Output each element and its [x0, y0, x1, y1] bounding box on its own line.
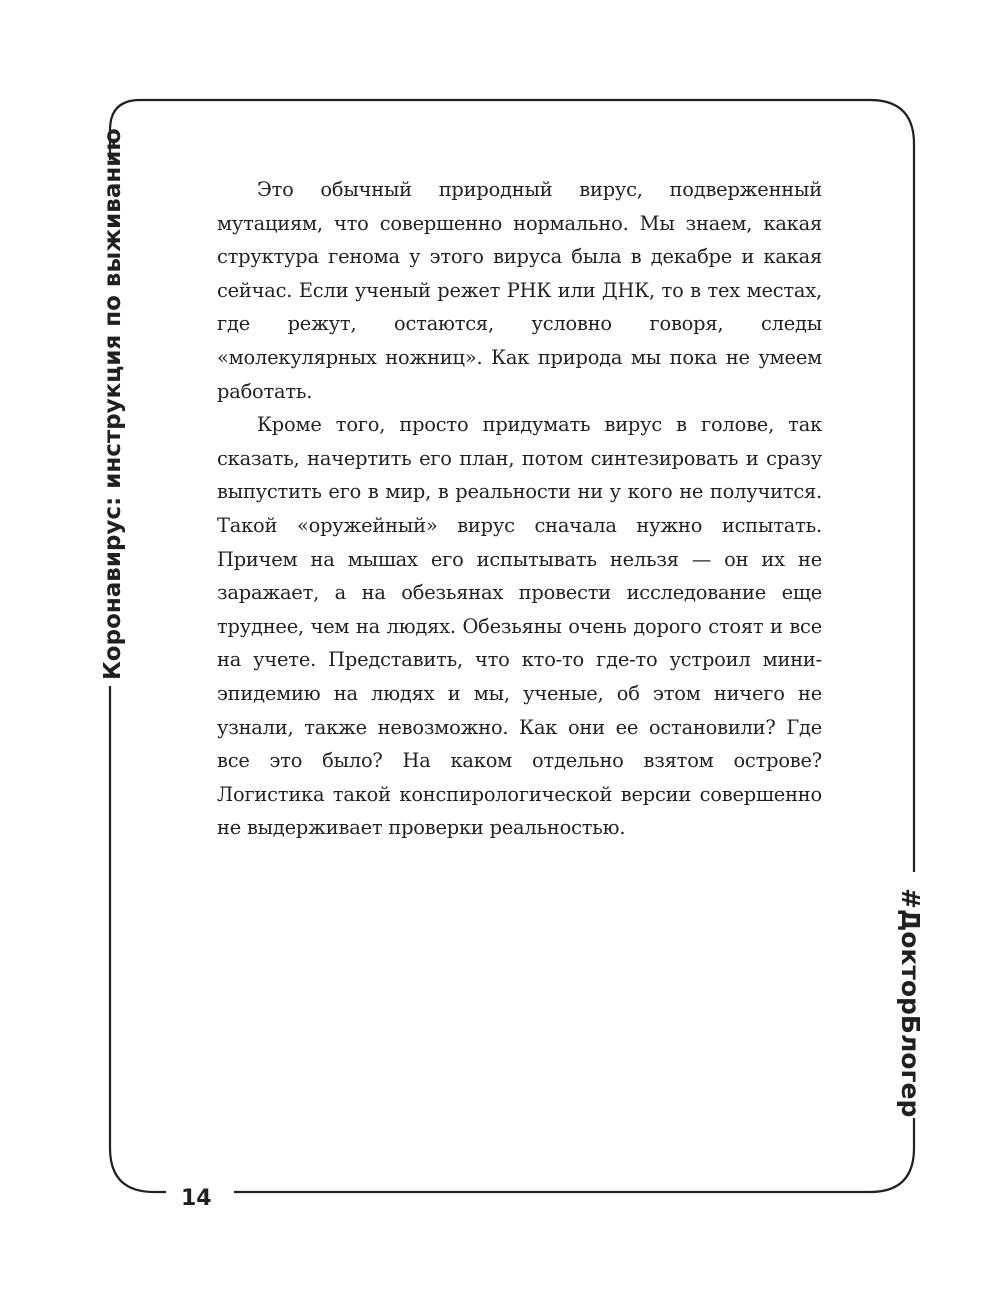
- body-text: [217, 173, 822, 845]
- paragraph-2: Кроме того, просто придумать вирус в голове, так сказать, начертить его план, потом синтезировать и сразу выпустить его в мир, в реальности ни у кого не получится. Такой «оружейный» вирус сначала нужно испытать. Причем на мышах его испытывать нельзя — он их не заражает, а на обезьянах провести исследование еще труднее, чем на людях. Обезьяны очень дорого стоят и все на учете. Представить, что кто-то где-то устроил мини-эпидемию на людях и мы, ученые, об этом ничего не узнали, также невозможно. Как они ее остановили? Где все это было? На каком отдельно взятом острове? Логистика такой конспирологической версии совершенно не выдерживает проверки реальностью.: [217, 413, 822, 840]
- hashtag-label: [886, 888, 926, 1118]
- running-title: [100, 128, 126, 680]
- page-number: 14: [181, 1186, 212, 1211]
- running-title-text: Коронавирус: инструкция по выживанию: [100, 128, 126, 680]
- hashtag-text: #ДокторБлогер: [896, 888, 925, 1118]
- paragraph-1: Это обычный природный вирус, подверженный мутациям, что совершенно нормально. Мы знаем, какая структура генома у этого вируса была в декабре и какая сейчас. Если ученый режет РНК или ДНК, то в тех местах, где режут, остаются, условно говоря, следы «молекулярных ножниц». Как природа мы пока не умеем работать.: [217, 178, 822, 403]
- frame-bottom-right-corner: [234, 1118, 914, 1192]
- frame-bottom-left-corner: [110, 686, 166, 1192]
